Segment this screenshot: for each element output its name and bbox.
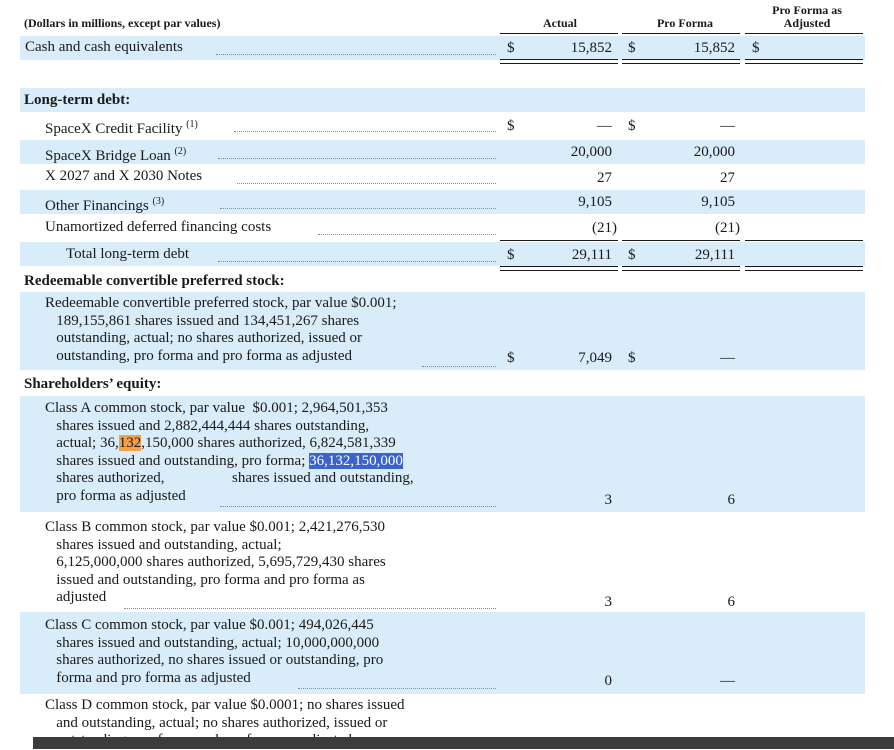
rcps-actual-value: 7,049 [578,350,612,366]
rcps-pro-forma-value: — [720,350,735,366]
class-a-line-3-pre: actual; 36, [45,435,119,451]
unamortized-costs-label: Unamortized deferred financing costs [45,219,272,235]
bridge-loan-note: (2) [174,146,187,157]
unamortized-costs-leader [318,234,496,235]
bridge-loan-label [45,143,186,165]
rcps-heading: Redeemable convertible preferred stock: [24,273,285,289]
other-financings-text: Other Financings [45,198,149,214]
cash-actual-value: 15,852 [570,40,612,56]
shareholders-equity-heading: Shareholders’ equity: [24,376,162,392]
cash-double-rule-adjusted [745,59,863,64]
cash-label: Cash and cash equivalents [25,39,183,55]
cash-pro-forma-value: 15,852 [693,40,735,56]
credit-facility-pro-forma-dollar: $ [628,118,636,134]
bridge-loan-leader [218,158,496,159]
class-a-pro-forma-value: 6 [727,492,735,508]
cash-double-rule-pro-forma [622,59,740,64]
rcps-actual-dollar: $ [507,350,515,366]
column-header-actual: Actual [543,16,577,30]
class-a-line-1: Class A common stock, par value $0.001; 2,964,501,353 [45,400,388,416]
bridge-loan-text: SpaceX Bridge Loan [45,148,171,164]
credit-facility-actual-value: — [597,118,612,134]
other-financings-label [45,193,164,215]
other-financings-leader [220,208,496,209]
header-rule-actual [500,33,618,34]
bridge-loan-pro-forma-value: 20,000 [693,144,735,160]
unamortized-costs-actual-value: (21) [592,220,617,236]
credit-facility-text: SpaceX Credit Facility [45,121,183,137]
x-notes-actual-value: 27 [597,170,612,186]
bridge-loan-actual-value: 20,000 [570,144,612,160]
credit-facility-actual-dollar: $ [507,118,515,134]
header-rule-pro-forma [622,33,740,34]
cash-double-rule-actual [500,59,618,64]
class-c-pro-forma-value: — [720,673,735,689]
total-ltd-double-rule-pro-forma [622,266,740,271]
class-a-line-6: pro forma as adjusted [45,487,186,504]
cash-actual-dollar: $ [507,40,515,56]
x-notes-leader [237,183,496,184]
class-a-actual-value: 3 [604,492,612,508]
class-b-leader [124,608,496,609]
credit-facility-pro-forma-value: — [720,118,735,134]
other-financings-actual-value: 9,105 [578,194,612,210]
unamortized-costs-pro-forma-value: (21) [715,220,740,236]
rcps-label: Redeemable convertible preferred stock, par value $0.001; 189,155,861 shares issued and 134,451,267 shares outstanding, actual; no shares authorized, issued or outstanding, pro forma and pro forma as adjusted [45,295,397,364]
unamortized-rule-actual [500,240,618,241]
total-ltd-leader [218,261,496,262]
total-ltd-label: Total long-term debt [66,246,190,262]
cash-pro-forma-dollar: $ [628,40,636,56]
cash-adjusted-dollar: $ [752,40,760,56]
unamortized-rule-adjusted [745,240,863,241]
class-a-search-match-current: 132 [118,435,142,451]
class-a-line-5: shares authorized, shares issued and outstanding, [45,470,414,486]
row-band-ltd-heading [20,88,865,112]
total-ltd-double-rule-adjusted [745,266,863,271]
class-b-label: Class B common stock, par value $0.001; 2,421,276,530 shares issued and outstanding, actual; 6,125,000,000 shares authorized, 5,695,729,430 shares issued and outstanding, pro forma and pro forma as adjusted [45,519,386,605]
class-a-selected-text[interactable]: 36,132,150,000 [309,452,403,469]
class-a-line-2: shares issued and 2,882,444,444 shares outstanding, [45,417,370,434]
column-header-pro-forma: Pro Forma [656,16,714,30]
class-c-actual-value: 0 [604,673,612,689]
column-header-pro-forma-adjusted: Pro Forma as Adjusted [772,3,842,30]
total-ltd-double-rule-actual [500,266,618,271]
total-ltd-pro-forma-dollar: $ [628,247,636,263]
rcps-leader [422,366,496,367]
unamortized-rule-pro-forma [622,240,740,241]
class-a-leader [220,506,496,507]
x-notes-label: X 2027 and X 2030 Notes [45,168,203,184]
header-rule-adjusted [745,33,863,34]
credit-facility-label [45,116,198,138]
units-note: (Dollars in millions, except par values) [24,16,221,30]
credit-facility-note: (1) [186,119,198,130]
other-financings-pro-forma-value: 9,105 [701,194,735,210]
total-ltd-actual-dollar: $ [507,247,515,263]
long-term-debt-heading: Long-term debt: [24,92,131,108]
total-ltd-pro-forma-value: 29,111 [694,247,735,263]
total-ltd-actual-value: 29,111 [571,247,612,263]
class-c-label: Class C common stock, par value $0.001; 494,026,445 shares issued and outstanding, actual; 10,000,000,000 shares authorized, no shares issued or outstanding, pro forma and pro forma as adjusted [45,617,384,686]
bottom-dark-bar [33,737,894,749]
class-c-leader [298,688,496,689]
cash-leader [216,54,496,55]
class-b-actual-value: 3 [604,594,612,610]
credit-facility-leader [234,131,496,132]
class-b-pro-forma-value: 6 [727,594,735,610]
other-financings-note: (3) [152,196,165,207]
class-a-line-3-post: ,150,000 shares authorized, 6,824,581,339 [141,435,396,451]
class-a-label [45,400,414,505]
rcps-pro-forma-dollar: $ [628,350,636,366]
class-d-label: Class D common stock, par value $0.0001; no shares issued and outstanding, actual; no shares authorized, issued or [45,697,405,731]
class-a-line-4-pre: shares issued and outstanding, pro forma; [45,452,310,469]
x-notes-pro-forma-value: 27 [720,170,735,186]
